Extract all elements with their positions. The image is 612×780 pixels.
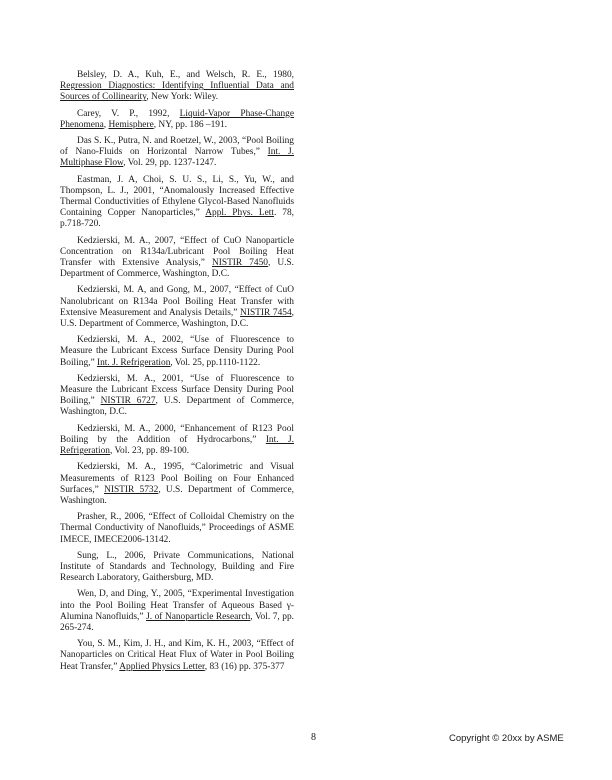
copyright-notice: Copyright © 20xx by ASME bbox=[449, 733, 564, 744]
reference-entry bbox=[60, 109, 294, 131]
reference-entry bbox=[60, 589, 294, 634]
reference-entry bbox=[60, 374, 294, 419]
reference-text: , U.S. Department of Commerce, Washington. bbox=[60, 484, 294, 506]
reference-text: Sung, L., 2006, Private Communications, National Institute of Standards and Technology, Building and Fire Research Laboratory, Gaithersburg, MD. bbox=[60, 550, 294, 584]
reference-text: Carey, V. P., 1992, bbox=[77, 108, 180, 119]
reference-text: , Vol. 7, pp. 265-274. bbox=[60, 611, 294, 633]
reference-source: Liquid-Vapor Phase-Change Phenomena bbox=[60, 108, 295, 130]
reference-source: Int. J. Refrigeration bbox=[96, 357, 171, 368]
reference-list bbox=[60, 70, 294, 678]
reference-source: Appl. Phys. Lett bbox=[205, 208, 274, 219]
reference-text: Prasher, R., 2006, “Effect of Colloidal Chemistry on the Thermal Conductivity of Nanofluids,” Proceedings of ASME IMECE, IMECE2006-13142. bbox=[60, 512, 294, 545]
reference-entry bbox=[60, 136, 294, 170]
reference-text: Kedzierski, M. A, and Gong, M., 2007, “Effect of CuO Nanolubricant on R134a Pool Boiling Heat Transfer with Extensive Measurement and Analysis Details,” bbox=[60, 285, 294, 318]
reference-text: , U.S. Department of Commerce, Washington, D.C. bbox=[60, 258, 294, 280]
reference-text: , 83 (16) pp. 375-377 bbox=[204, 661, 285, 672]
reference-text: , U.S. Department of Commerce, Washington, D.C. bbox=[60, 396, 294, 418]
reference-text: . 78, p.718-720. bbox=[60, 208, 295, 230]
reference-entry bbox=[60, 236, 294, 281]
reference-text: Kedzierski, M. A., 2002, “Use of Fluorescence to Measure the Lubricant Excess Surface Density During Pool Boiling,” bbox=[60, 335, 294, 368]
reference-source: Regression Diagnostics: Identifying Influential Data and Sources of Collinearity bbox=[60, 81, 294, 103]
reference-text: , Vol. 23, pp. 89-100. bbox=[109, 446, 190, 457]
reference-text: You, S. M., Kim, J. H., and Kim, K. H., 2003, “Effect of Nanoparticles on Critical Heat Flux of Water in Pool Boiling Heat Transfer,” bbox=[60, 639, 294, 672]
reference-text: , U.S. Department of Commerce, Washington, D.C. bbox=[60, 307, 294, 330]
reference-entry bbox=[60, 175, 294, 231]
reference-source: Int. J. Multiphase Flow bbox=[60, 147, 295, 169]
reference-source: Int. J. Refrigeration bbox=[60, 434, 294, 457]
reference-source: NISTIR 6727 bbox=[100, 396, 156, 407]
reference-text: , NY, pp. 186 –191. bbox=[153, 119, 228, 130]
reference-text: Kedzierski, M. A., 2000, “Enhancement of R123 Pool Boiling by the Addition of Hydrocarbons,” bbox=[60, 423, 294, 445]
reference-text: , Vol. 25, pp.1110-1122. bbox=[170, 357, 261, 368]
reference-text: Eastman, J. A, Choi, S. U. S., Li, S., Yu, W., and Thompson, L. J., 2001, “Anomalously Increased Effective Thermal Conductivities of Ethylene Glycol-Based Nanofluids Containing Copper Nanoparticles,” bbox=[60, 174, 294, 219]
reference-entry bbox=[60, 512, 294, 546]
reference-text: Das S. K., Putra, N. and Roetzel, W., 2003, “Pool Boiling of Nano-Fluids on Horizontal Narrow Tubes,” bbox=[60, 136, 294, 158]
reference-entry bbox=[60, 462, 294, 507]
reference-text: Kedzierski, M. A., 1995, “Calorimetric and Visual Measurements of R123 Pool Boiling on Four Enhanced Surfaces,” bbox=[60, 462, 294, 495]
reference-text: , bbox=[103, 119, 109, 130]
reference-entry bbox=[60, 70, 294, 104]
reference-source: NISTIR 5732 bbox=[104, 484, 159, 495]
reference-text: Kedzierski, M. A., 2007, “Effect of CuO Nanoparticle Concentration on R134a/Lubricant Pool Boiling Heat Transfer with Extensive Analysis,” bbox=[60, 235, 294, 269]
reference-source: Applied Physics Letter bbox=[119, 661, 205, 672]
reference-entry bbox=[60, 285, 294, 330]
reference-entry bbox=[60, 335, 294, 369]
reference-source: NISTIR 7454 bbox=[240, 307, 292, 318]
reference-text: Kedzierski, M. A., 2001, “Use of Fluorescence to Measure the Lubricant Excess Surface Density During Pool Boiling,” bbox=[60, 373, 294, 407]
reference-source: J. of Nanoparticle Research bbox=[146, 611, 251, 622]
reference-text: , New York: Wiley. bbox=[146, 92, 219, 103]
reference-source: NISTIR 7450 bbox=[211, 258, 268, 269]
reference-entry bbox=[60, 551, 294, 585]
page-number: 8 bbox=[311, 732, 316, 743]
reference-entry bbox=[60, 424, 294, 458]
reference-text: Belsley, D. A., Kuh, E., and Welsch, R. E., 1980, bbox=[77, 70, 294, 80]
reference-text: Wen, D, and Ding, Y., 2005, “Experimental Investigation into the Pool Boiling Heat Transfer of Aqueous Based γ-Alumina Nanofluids,” bbox=[60, 589, 294, 622]
reference-source: Hemisphere bbox=[108, 119, 154, 130]
reference-text: , Vol. 29, pp. 1237-1247. bbox=[123, 158, 217, 169]
reference-entry bbox=[60, 639, 294, 673]
